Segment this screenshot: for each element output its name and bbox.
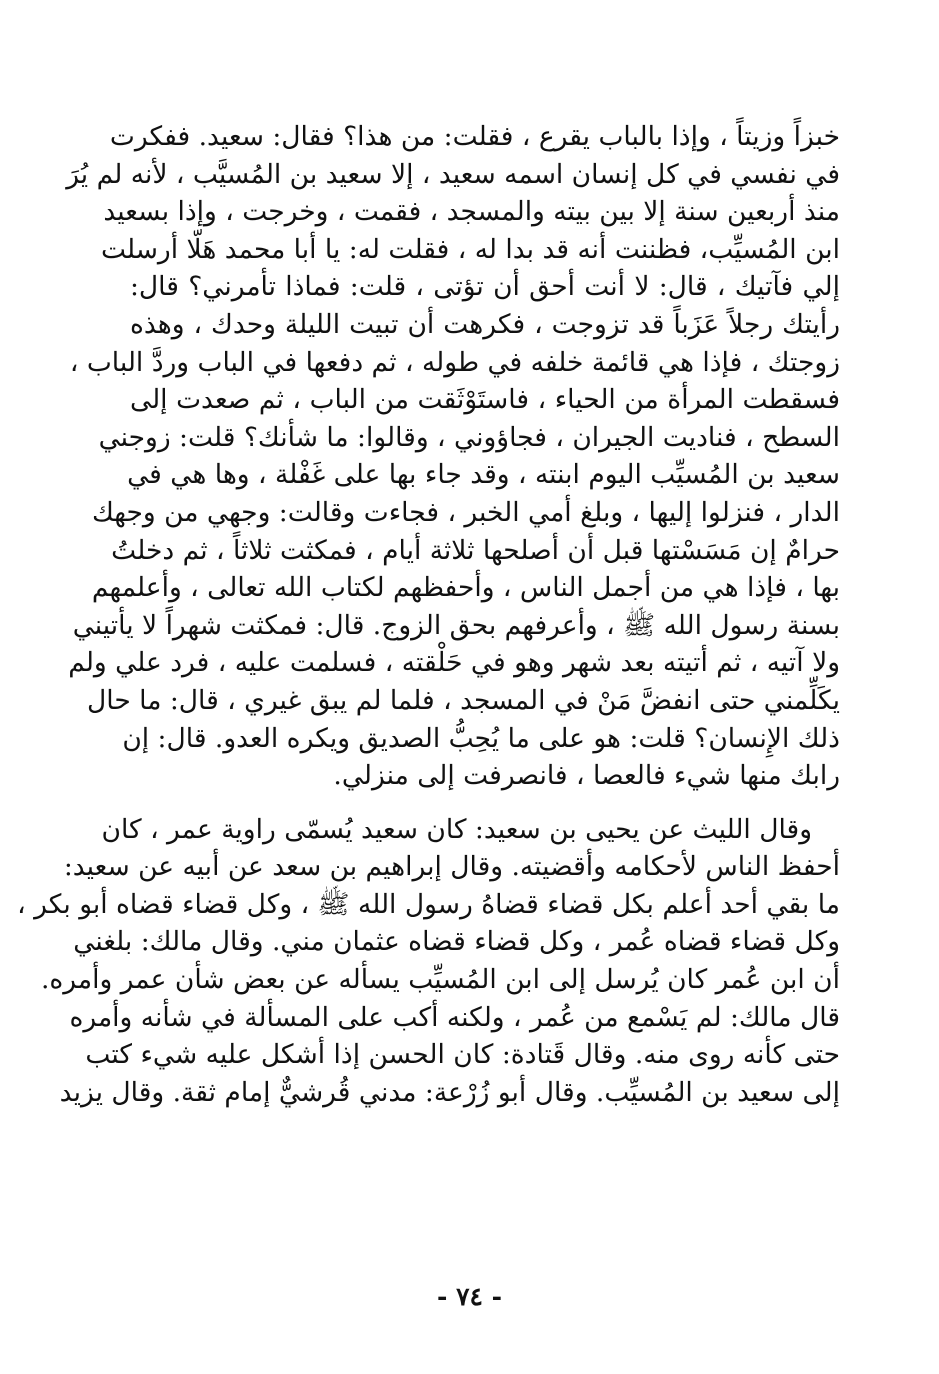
paragraph-1 [66, 118, 840, 795]
text-line: رابك منها شيء فالعصا ، فانصرفت إلى منزلي. [333, 760, 840, 792]
text-line: بها ، فإذا هي من أجمل الناس ، وأحفظهم لكتاب الله تعالى ، وأعلمهم [91, 572, 840, 604]
text-line: وقال الليث عن يحيى بن سعيد: كان سعيد يُسمّى راوية عمر ، كان [101, 813, 812, 845]
text-line: منذ أربعين سنة إلا بين بيته والمسجد ، فقمت ، وخرجت ، وإذا بسعيد [103, 196, 840, 228]
page-number: - ٧٤ - [436, 1282, 503, 1311]
text-line: في نفسي في كل إنسان اسمه سعيد ، إلا سعيد بن المُسيَّب ، لأنه لم يُرَ [66, 158, 840, 190]
text-line: ابن المُسيِّب، فظننت أنه قد بدا له ، فقلت له: يا أبا محمد هَلّا أرسلت [100, 233, 840, 265]
text-line: أن ابن عُمر كان يُرسل إلى ابن المُسيِّب يسأله عن بعض شأن عمر وأمره. [40, 964, 840, 996]
text-line: فسقطت المرأة من الحياء ، فاستَوْثَقت من الباب ، ثم صعدت إلى [130, 384, 840, 416]
text-line: خبزاً وزيتاً ، وإذا بالباب يقرع ، فقلت: من هذا؟ فقال: سعيد. ففكرت [109, 121, 840, 152]
text-line: رأيتك رجلاً عَزَباً قد تزوجت ، فكرهت أن تبيت الليلة وحدك ، وهذه [130, 308, 840, 340]
text-line: إلي فآتيك ، قال: لا أنت أحق أن تؤتى ، قلت: فماذا تأمرني؟ قال: [130, 271, 840, 303]
text-line: الدار ، فنزلوا إليها ، وبلغ أمي الخبر ، فجاءت وقالت: وجهي من وجهك [91, 496, 840, 528]
text-line: قال مالك: لم يَسْمع من عُمر ، ولكنه أكب على المسألة في شأنه وأمره [69, 1001, 840, 1033]
text-line: حرامٌ إن مَسَسْتها قبل أن أصلحها ثلاثة أيام ، فمكثت ثلاثاً ، ثم دخلتُ [111, 534, 840, 566]
paragraph-2 [17, 811, 840, 1112]
text-line: السطح ، فناديت الجيران ، فجاؤوني ، وقالوا: ما شأنك؟ قلت: زوجني [98, 421, 840, 453]
text-line: ولا آتيه ، ثم أتيته بعد شهر وهو في حَلْقته ، فسلمت عليه ، فرد علي ولم [68, 647, 840, 679]
text-line: بسنة رسول الله ﷺ ، وأعرفهم بحق الزوج. قال: فمكثت شهراً لا يأتيني [72, 609, 840, 641]
text-line: زوجتك ، فإذا هي قائمة خلفه في طوله ، ثم دفعها في الباب وردَّ الباب ، [69, 346, 840, 378]
text-line: وكل قضاء قضاه عُمر ، وكل قضاء قضاه عثمان مني. وقال مالك: بلغني [73, 926, 840, 958]
page-body [17, 118, 840, 1111]
text-line: يكَلِّمني حتى انفضَّ مَنْ في المسجد ، فلما لم يبق غيري ، قال: ما حال [87, 684, 840, 716]
text-line: سعيد بن المُسيِّب اليوم ابنته ، وقد جاء بها على غَفْلة ، وها هي في [127, 459, 840, 491]
text-line: حتى كأنه روى منه. وقال قَتادة: كان الحسن إذا أشكل عليه شيء كتب [85, 1039, 840, 1071]
text-line: أحفظ الناس لأحكامه وأقضيته. وقال إبراهيم بن سعد عن أبيه عن سعيد: [63, 851, 840, 883]
text-line: إلى سعيد بن المُسيِّب. وقال أبو زُرْعة: مدني قُرشيٌّ إمام ثقة. وقال يزيد [59, 1076, 840, 1108]
text-line: ذلك الإِنسان؟ قلت: هو على ما يُحِبُّ الصديق ويكره العدو. قال: إن [122, 722, 840, 754]
text-line: ما بقي أحد أعلم بكل قضاء قضاهُ رسول الله ﷺ ، وكل قضاء قضاه أبو بكر ، [17, 888, 840, 920]
